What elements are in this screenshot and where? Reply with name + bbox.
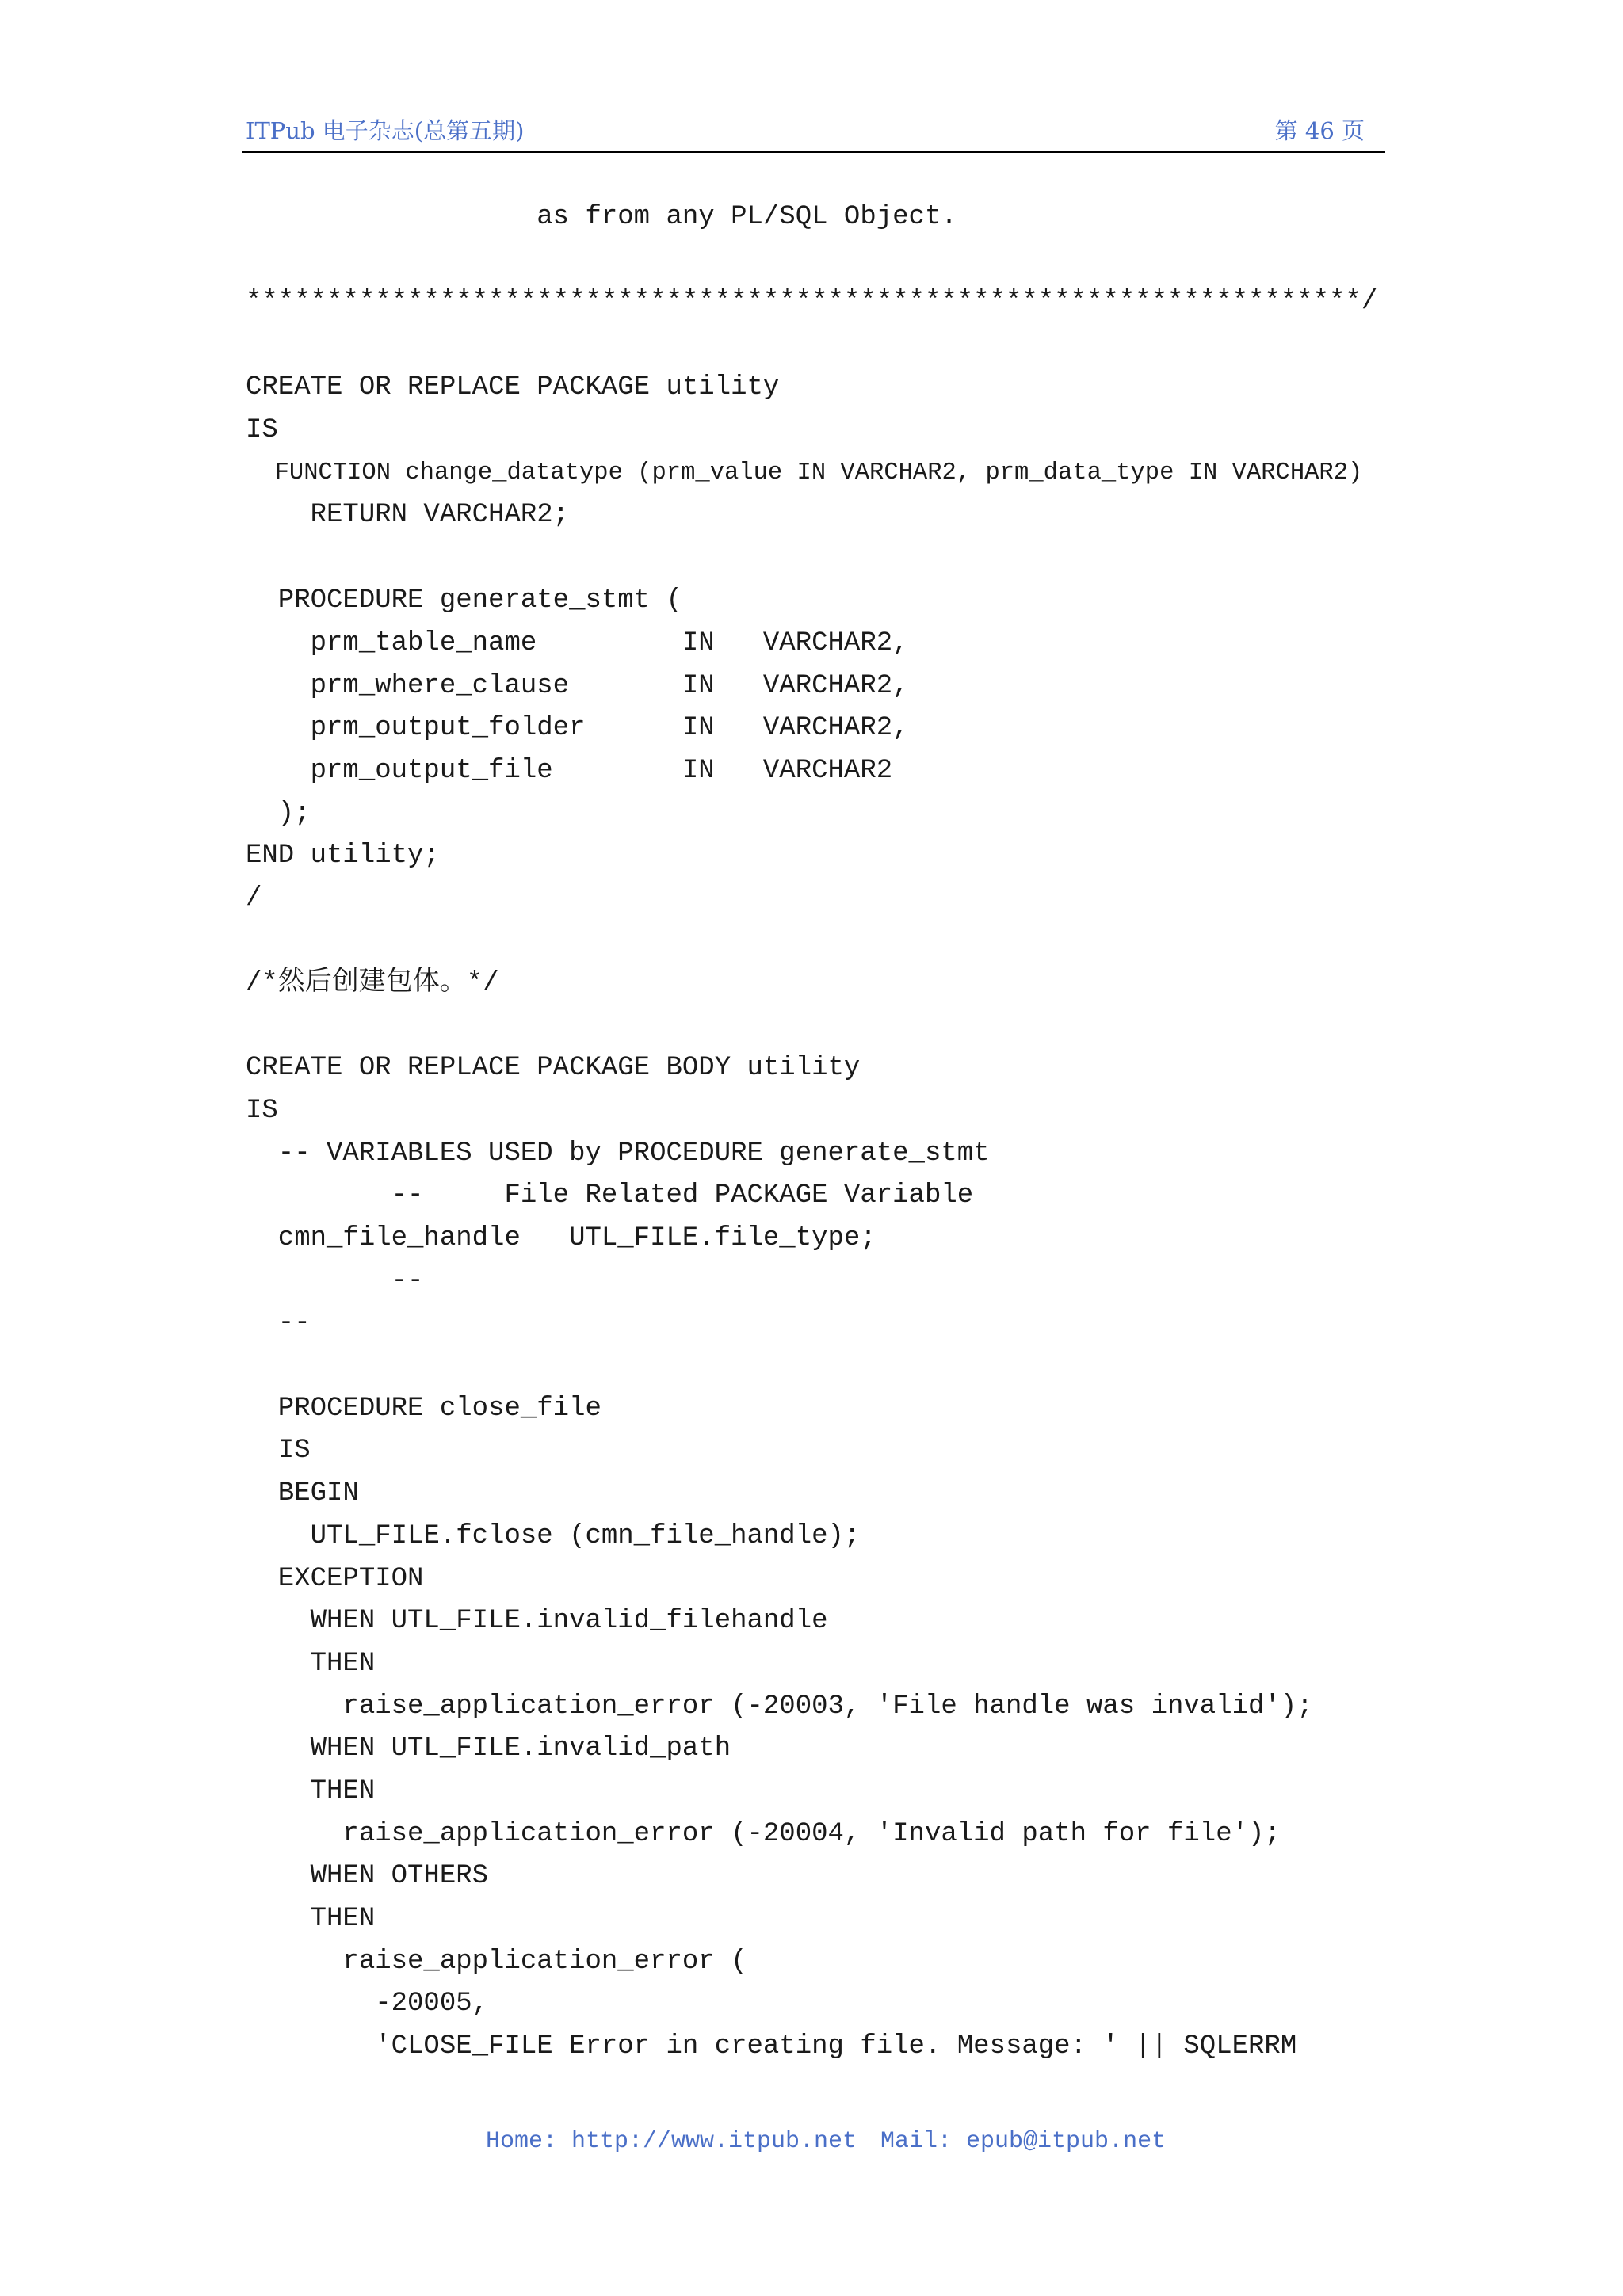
code-line: CREATE OR REPLACE PACKAGE utility	[246, 372, 780, 402]
code-line: raise_application_error (	[246, 1947, 747, 1977]
code-line: THEN	[246, 1904, 376, 1934]
page-footer	[0, 2101, 1623, 2155]
code-line: prm_output_folder IN VARCHAR2,	[246, 713, 909, 743]
code-line: WHEN UTL_FILE.invalid_path	[246, 1733, 731, 1764]
code-line: raise_application_error (-20003, 'File handle was invalid');	[246, 1691, 1313, 1722]
code-line: EXCEPTION	[246, 1564, 424, 1594]
magazine-title: ITPub 电子杂志(总第五期)	[246, 117, 525, 144]
code-line: PROCEDURE close_file	[246, 1394, 601, 1424]
code-line: -- VARIABLES USED by PROCEDURE generate_stmt	[246, 1138, 990, 1169]
code-line: UTL_FILE.fclose (cmn_file_handle);	[246, 1521, 861, 1551]
mail-link[interactable]: Mail: epub@itpub.net	[880, 2128, 1167, 2155]
code-line: -20005,	[246, 1989, 489, 2019]
code-line: IS	[246, 1436, 311, 1466]
code-line: IS	[246, 1096, 278, 1126]
code-line: WHEN OTHERS	[246, 1861, 489, 1891]
code-line: *********************************************************************/	[246, 287, 1378, 317]
code-line: THEN	[246, 1649, 376, 1679]
code-line: -- File Related PACKAGE Variable	[246, 1180, 974, 1211]
code-comment: /*然后创建包体。*/	[246, 968, 499, 998]
code-line: as from any PL/SQL Object.	[246, 202, 957, 232]
code-line: RETURN VARCHAR2;	[246, 500, 570, 530]
code-line: END utility;	[246, 841, 440, 871]
code-line: THEN	[246, 1776, 376, 1806]
code-line: WHEN UTL_FILE.invalid_filehandle	[246, 1606, 828, 1636]
code-line: cmn_file_handle UTL_FILE.file_type;	[246, 1223, 876, 1253]
code-line: BEGIN	[246, 1478, 359, 1508]
code-line: FUNCTION change_datatype (prm_value IN VARCHAR2, prm_data_type IN VARCHAR2)	[246, 460, 1363, 486]
code-line: IS	[246, 415, 278, 445]
code-line: /	[246, 883, 262, 913]
code-line: --	[246, 1266, 424, 1296]
code-line: prm_output_file IN VARCHAR2	[246, 756, 893, 786]
code-line: prm_where_clause IN VARCHAR2,	[246, 671, 909, 701]
code-line: PROCEDURE generate_stmt (	[246, 585, 682, 616]
page-number: 第 46 页	[1274, 117, 1365, 144]
page-header	[242, 113, 1385, 153]
home-link[interactable]: Home: http://www.itpub.net	[485, 2128, 857, 2155]
code-line: 'CLOSE_FILE Error in creating file. Message: ' || SQLERRM	[246, 2031, 1297, 2061]
code-line: raise_application_error (-20004, 'Invalid path for file');	[246, 1819, 1281, 1849]
code-line: );	[246, 799, 311, 829]
code-line: CREATE OR REPLACE PACKAGE BODY utility	[246, 1053, 861, 1083]
code-line: prm_table_name IN VARCHAR2,	[246, 628, 909, 658]
code-line: --	[246, 1308, 311, 1338]
